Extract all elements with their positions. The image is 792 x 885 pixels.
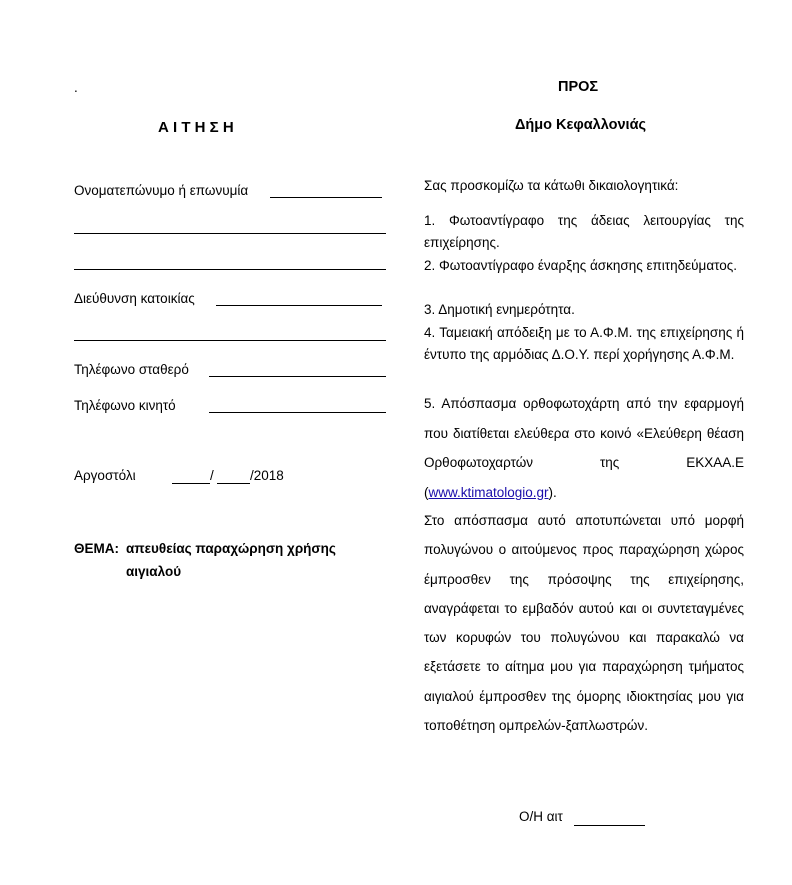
address-label: Διεύθυνση κατοικίας (74, 291, 195, 306)
intro-text: Σας προσκομίζω τα κάτωθι δικαιολογητικά: (424, 178, 679, 193)
landline-field[interactable] (209, 376, 386, 377)
name-field[interactable] (270, 197, 382, 198)
mobile-field[interactable] (209, 412, 386, 413)
subject-label: ΘΕΜΑ: (74, 541, 119, 556)
signature-field[interactable] (574, 825, 645, 826)
ktimatologio-link[interactable]: www.ktimatologio.gr (428, 484, 549, 500)
item5-text: 5. Απόσπασμα ορθοφωτοχάρτη από την εφαρμογή που διατίθεται ελεύθερα στο κοινό «Ελεύθερη θέαση Ορθοφωτοχαρτών της ΕΚΧΑΑ.Ε ( (424, 396, 744, 500)
name-label: Ονοματεπώνυμο ή επωνυμία (74, 183, 249, 198)
recipient-heading: Δήμο Κεφαλλονιάς (515, 117, 647, 133)
application-title: Α Ι Τ Η Σ Η (158, 119, 234, 136)
item5-end: ). (548, 484, 557, 500)
document-item-2: 2. Φωτοαντίγραφο έναρξης άσκησης επιτηδεύματος. (424, 258, 738, 273)
landline-label: Τηλέφωνο σταθερό (74, 362, 189, 377)
leading-dot: . (74, 80, 78, 95)
request-paragraph: Στο απόσπασμα αυτό αποτυπώνεται υπό μορφή πολυγώνου ο αιτούμενος προς παραχώρηση χώρος έμπροσθεν της πρόσοψης της επιχείρησης, αναγράφεται το εμβαδόν αυτού και οι συντεταγμένες των κορυφών του πολυγώνου και παρακαλώ να εξετάσετε το αίτημα μου για παραχώρηση τμήματος αιγιαλού έμπροσθεν της όμορης ιδιοκτησίας μου για τοποθέτηση ομπρελών-ξαπλωστρών. (424, 513, 744, 734)
date-separator: / (210, 468, 214, 483)
name-field-line-2[interactable] (74, 233, 386, 234)
document-item-4: 4. Ταμειακή απόδειξη με το Α.Φ.Μ. της επιχείρησης ή έντυπο της αρμόδιας Δ.Ο.Υ. περί χορήγησης Α.Φ.Μ. (424, 325, 744, 362)
document-item-3: 3. Δημοτική ενημερότητα. (424, 302, 575, 317)
address-field-line-2[interactable] (74, 340, 386, 341)
document-item-5 (424, 389, 744, 507)
address-field[interactable] (216, 305, 382, 306)
document-item-1: 1. Φωτοαντίγραφο της άδειας λειτουργίας της επιχείρησης. (424, 213, 744, 250)
date-day-field[interactable] (172, 483, 210, 484)
signature-label: Ο/Η αιτ (519, 809, 563, 824)
subject-line-1: απευθείας παραχώρηση χρήσης (126, 541, 336, 556)
date-month-field[interactable] (217, 483, 250, 484)
date-year: /2018 (250, 468, 284, 483)
to-heading: ΠΡΟΣ (558, 79, 599, 95)
subject-line-2: αιγιαλού (126, 564, 182, 579)
mobile-label: Τηλέφωνο κινητό (74, 398, 176, 413)
city-label: Αργοστόλι (74, 468, 136, 483)
name-field-line-3[interactable] (74, 269, 386, 270)
